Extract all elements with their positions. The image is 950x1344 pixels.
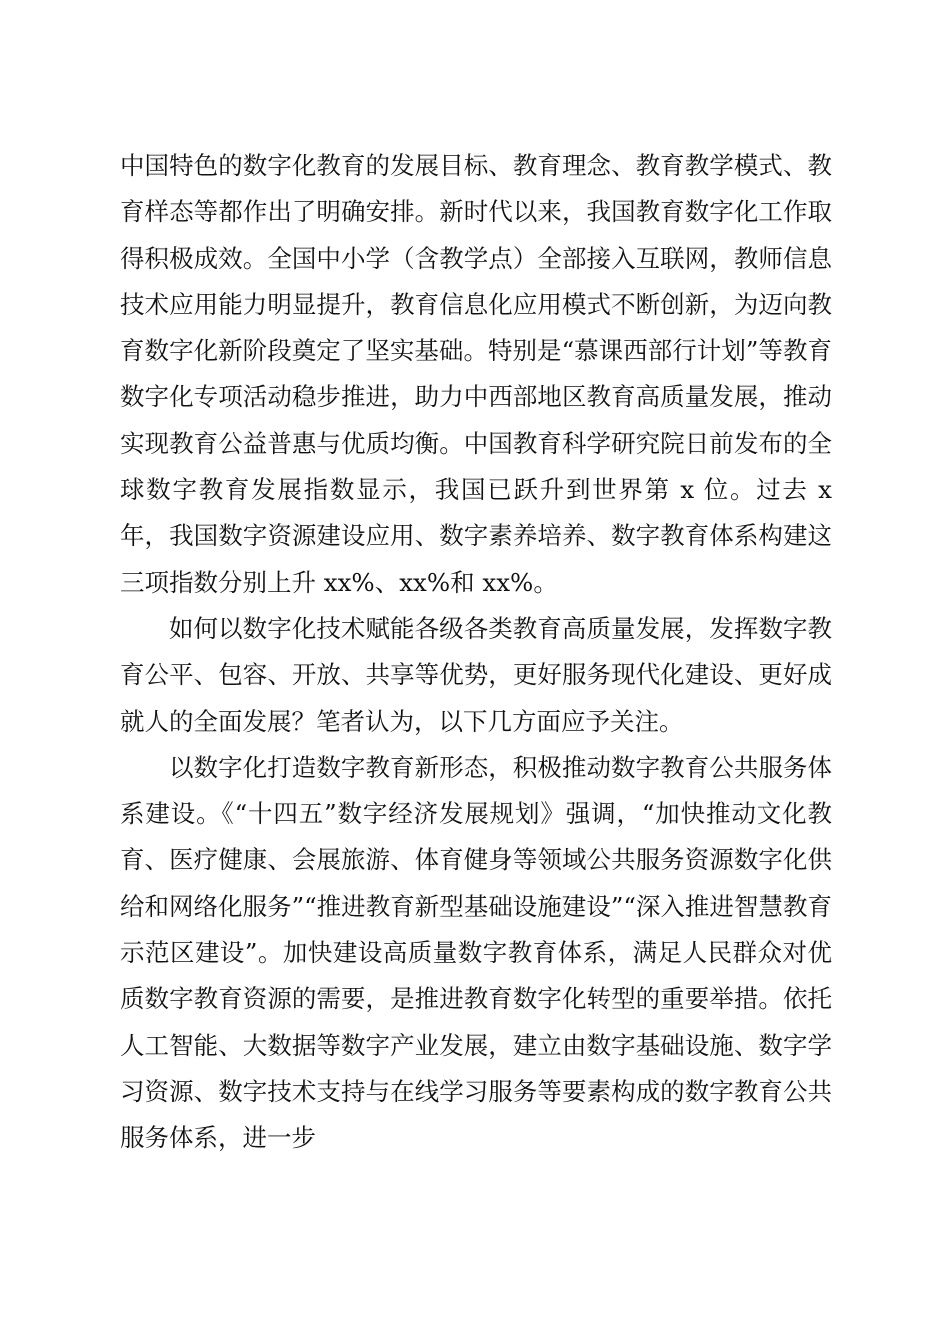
paragraph-continued: 中国特色的数字化教育的发展目标、教育理念、教育教学模式、教育样态等都作出了明确安排。新时代以来，我国教育数字化工作取得积极成效。全国中小学（含教学点）全部接入互联网，教师信息技术应用能力明显提升，教育信息化应用模式不断创新，为迈向教育数字化新阶段奠定了坚实基础。特别是“慕课西部行计划”等教育数字化专项活动稳步推进，助力中西部地区教育高质量发展，推动实现教育公益普惠与优质均衡。中国教育科学研究院日前发布的全球数字教育发展指数显示，我国已跃升到世界第 x 位。过去 x 年，我国数字资源建设应用、数字素养培养、数字教育体系构建这三项指数分别上升 xx%、xx%和 xx%。	[120, 151, 832, 597]
paragraph-public-service: 以数字化打造数字教育新形态，积极推动数字教育公共服务体系建设。《“十四五”数字经济发展规划》强调，“加快推动文化教育、医疗健康、会展旅游、体育健身等领域公共服务资源数字化供给和网络化服务”“推进教育新型基础设施建设”“深入推进智慧教育示范区建设”。加快建设高质量数字教育体系，满足人民群众对优质数字教育资源的需要，是推进教育数字化转型的重要举措。依托人工智能、大数据等数字产业发展，建立由数字基础设施、数字学习资源、数字技术支持与在线学习服务等要素构成的数字教育公共服务体系，进一步	[120, 752, 832, 1153]
body-text	[120, 143, 832, 1162]
paragraph-question: 如何以数字化技术赋能各级各类教育高质量发展，发挥数字教育公平、包容、开放、共享等优势，更好服务现代化建设、更好成就人的全面发展？笔者认为，以下几方面应予关注。	[120, 613, 832, 736]
